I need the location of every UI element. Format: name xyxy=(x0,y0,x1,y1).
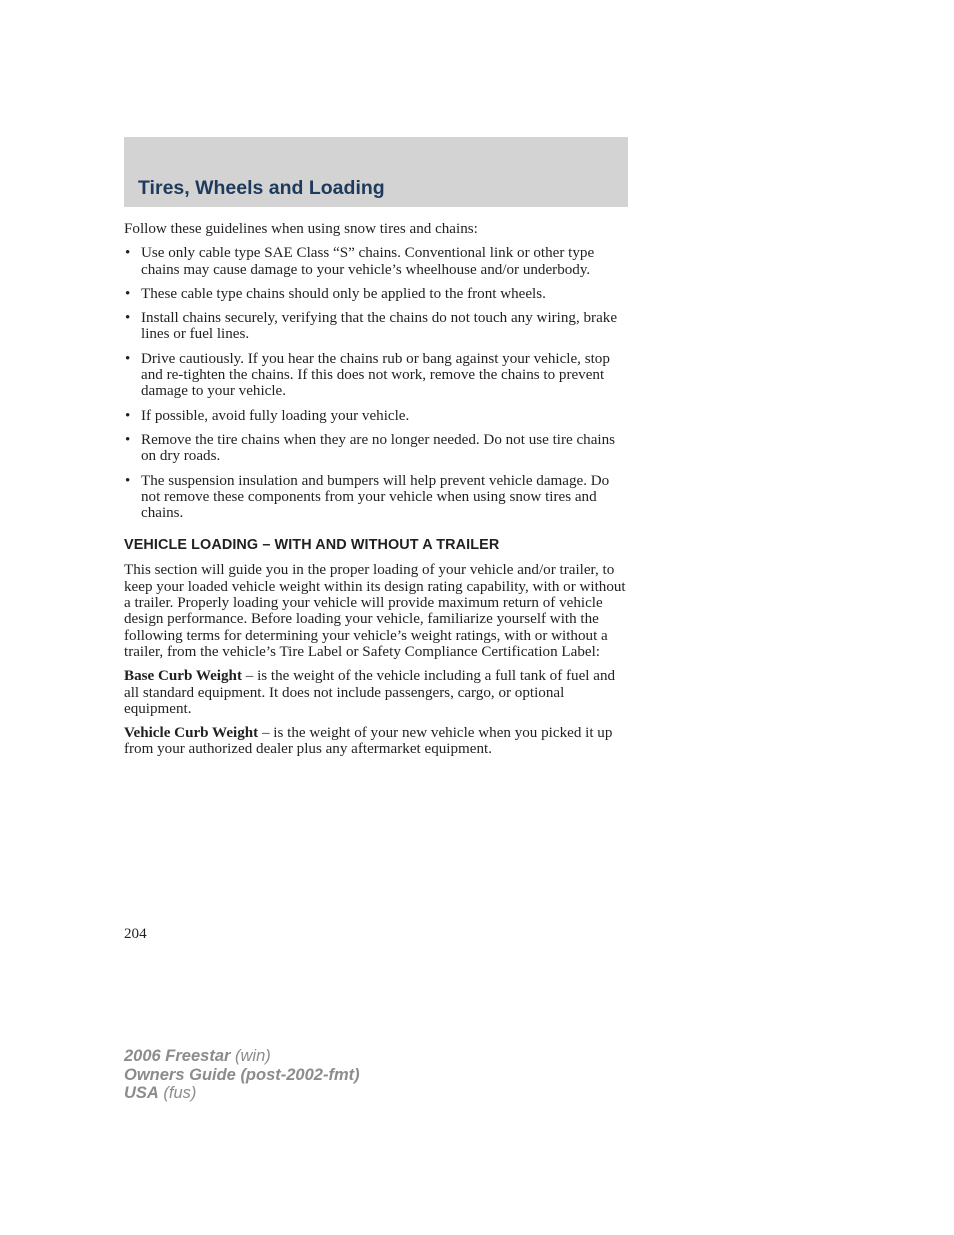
definition-base-curb-weight xyxy=(124,668,630,717)
footer-model-code: (win) xyxy=(230,1047,271,1065)
bullet-icon: • xyxy=(125,310,131,327)
definition-text: – is the weight of your new vehicle when you picked it up from your authorized dealer plus any aftermarket equipment. xyxy=(124,725,613,758)
footer-model: 2006 Freestar xyxy=(124,1047,231,1065)
snow-chain-guidelines-list xyxy=(124,245,630,521)
list-item xyxy=(124,351,630,400)
list-item xyxy=(124,408,630,424)
list-item xyxy=(124,310,630,343)
header-band xyxy=(124,137,628,207)
definition-term: Base Curb Weight xyxy=(124,668,242,685)
list-item xyxy=(124,245,630,278)
footer-line-guide xyxy=(124,1066,360,1085)
bullet-icon: • xyxy=(125,431,131,448)
footer-line-model xyxy=(124,1047,360,1066)
definition-term: Vehicle Curb Weight xyxy=(124,725,259,742)
bullet-icon: • xyxy=(125,350,131,367)
list-item xyxy=(124,473,630,522)
footer-market-code: (fus) xyxy=(158,1084,197,1102)
bullet-icon: • xyxy=(125,285,131,302)
list-item-text: Install chains securely, verifying that the chains do not touch any wiring, brake lines or fuel lines. xyxy=(141,310,618,343)
section-heading: VEHICLE LOADING – WITH AND WITHOUT A TRAILER xyxy=(124,537,500,554)
definition-text: – is the weight of the vehicle including a full tank of fuel and all standard equipment. It does not include passengers, cargo, or optional equipment. xyxy=(124,668,616,717)
footer-guide: Owners Guide (post-2002-fmt) xyxy=(124,1065,360,1084)
section-paragraph: This section will guide you in the proper loading of your vehicle and/or trailer, to keep your loaded vehicle weight within its design rating capability, with or without a trailer. Properly loading your vehicle will provide maximum return of vehicle design performance. Before loading your vehicle, familiarize yourself with the following terms for determining your vehicle’s weight ratings, with or without a trailer, from the vehicle’s Tire Label or Safety Compliance Certification Label: xyxy=(124,562,626,660)
bullet-icon: • xyxy=(125,245,131,262)
bullet-icon: • xyxy=(125,407,131,424)
list-item-text: These cable type chains should only be applied to the front wheels. xyxy=(141,285,546,302)
footer-line-market xyxy=(124,1084,360,1103)
document-footer xyxy=(124,1047,360,1103)
list-item xyxy=(124,432,630,465)
list-item-text: Remove the tire chains when they are no longer needed. Do not use tire chains on dry roads. xyxy=(141,431,616,465)
bullet-icon: • xyxy=(125,472,131,489)
list-item-text: The suspension insulation and bumpers will help prevent vehicle damage. Do not remove these components from your vehicle when using snow tires and chains. xyxy=(141,472,610,522)
page-title: Tires, Wheels and Loading xyxy=(138,177,385,199)
footer-market: USA xyxy=(124,1084,159,1102)
intro-paragraph: Follow these guidelines when using snow tires and chains: xyxy=(124,221,478,237)
page-number: 204 xyxy=(124,926,147,942)
list-item xyxy=(124,286,630,302)
list-item-text: Drive cautiously. If you hear the chains rub or bang against your vehicle, stop and re-tighten the chains. If this does not work, remove the chains to prevent damage to your vehicle. xyxy=(141,350,610,400)
list-item-text: If possible, avoid fully loading your vehicle. xyxy=(141,407,410,424)
list-item-text: Use only cable type SAE Class “S” chains. Conventional link or other type chains may cause damage to your vehicle’s wheelhouse and/or underbody. xyxy=(141,245,595,278)
definition-vehicle-curb-weight xyxy=(124,725,630,758)
main-content xyxy=(124,221,630,766)
